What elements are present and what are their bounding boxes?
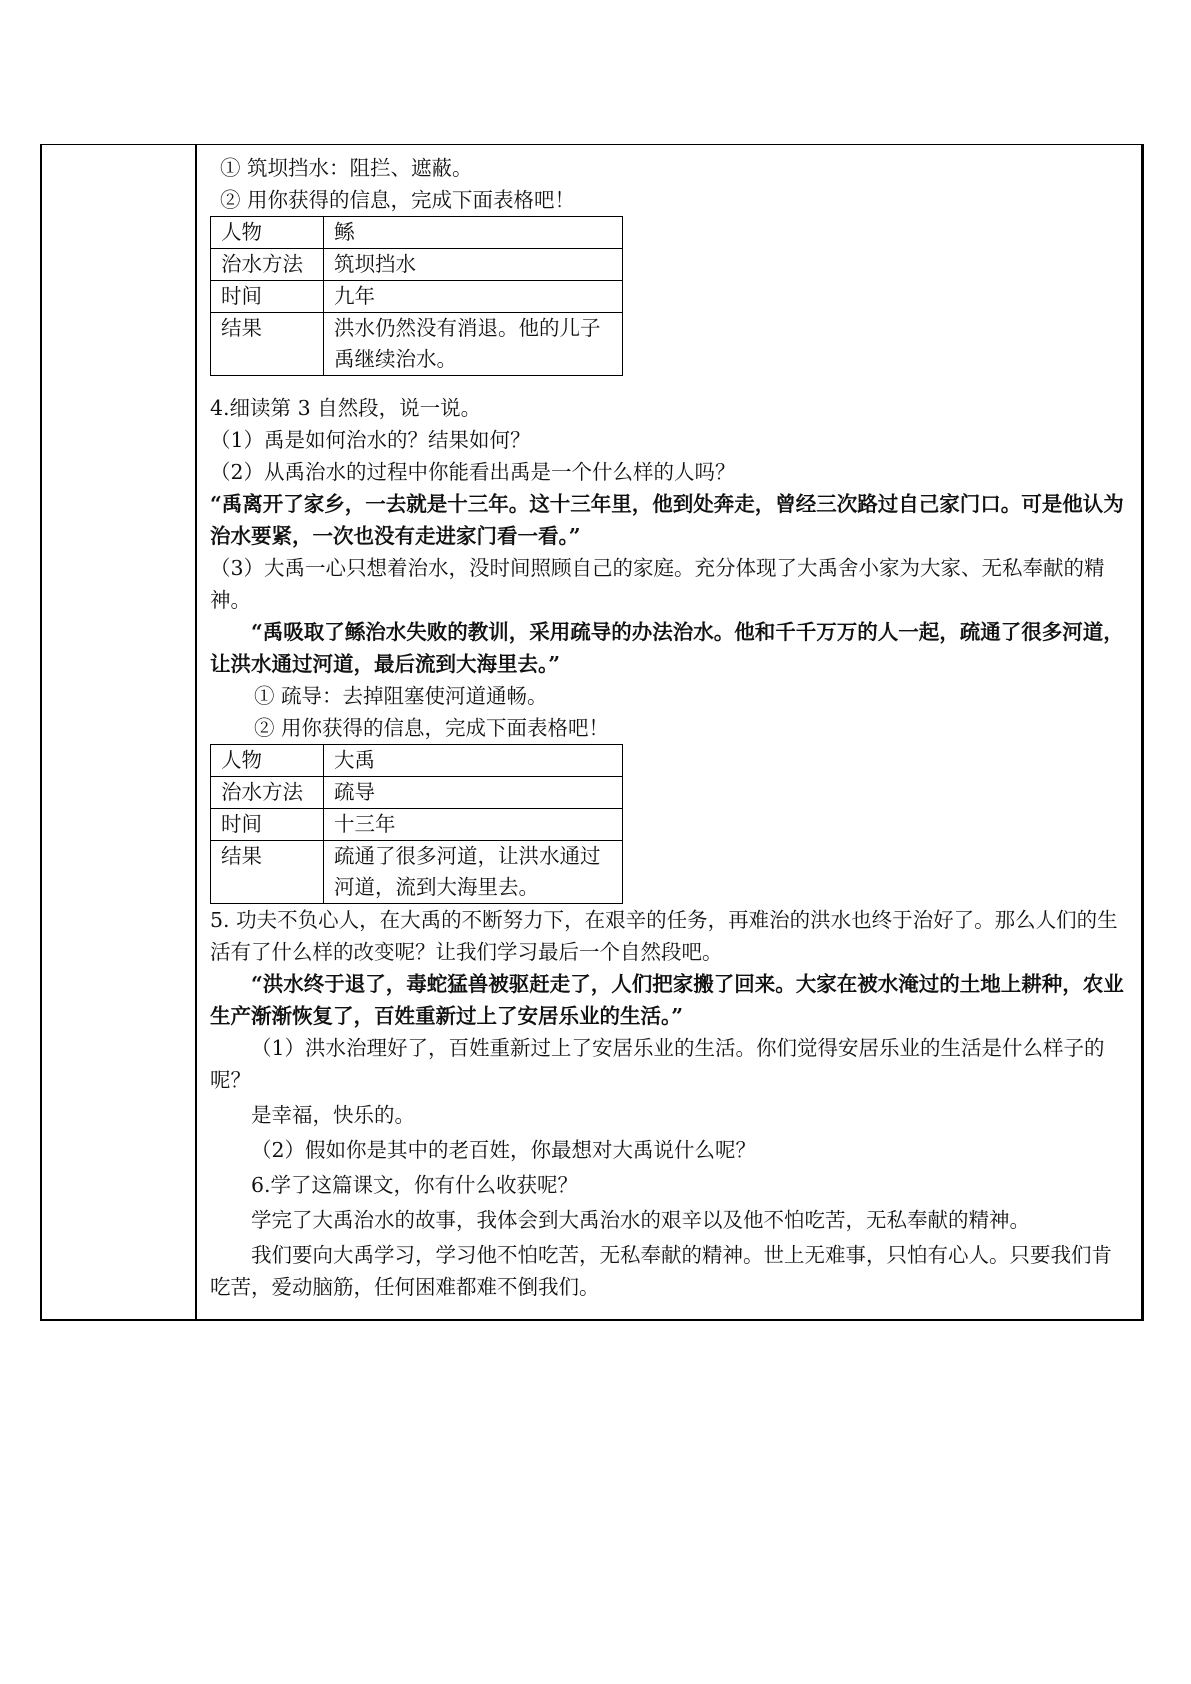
question-2: （2）假如你是其中的老百姓，你最想对大禹说什么呢？ [251, 1138, 757, 1162]
table-value: 鲧 [324, 217, 623, 249]
lesson-plan-table [40, 144, 1144, 1321]
quote-paragraph: “禹离开了家乡，一去就是十三年。这十三年里，他到处奔走，曾经三次路过自己家门口。可是他认为治水要紧，一次也没有走进家门看一看。” [210, 492, 1124, 548]
section-6-heading: 6.学了这篇课文，你有什么收获呢？ [251, 1173, 579, 1197]
table-row [211, 745, 623, 777]
table-instruction: ② 用你获得的信息，完成下面表格吧！ [220, 188, 576, 212]
table-key: 人物 [211, 217, 324, 249]
answer-3: （3）大禹一心只想着治水，没时间照顾自己的家庭。充分体现了大禹舍小家为大家、无私奉献的精神。 [210, 556, 1105, 612]
yu-info-table [210, 744, 623, 904]
table-value: 大禹 [324, 745, 623, 777]
table-row [211, 249, 623, 281]
takeaway-2: 我们要向大禹学习，学习他不怕吃苦，无私奉献的精神。世上无难事，只怕有心人。只要我们肯吃苦，爱动脑筋，任何困难都难不倒我们。 [210, 1243, 1112, 1299]
table-key: 时间 [211, 809, 324, 841]
section-4-heading: 4.细读第 3 自然段，说一说。 [210, 396, 482, 420]
table-key: 治水方法 [211, 249, 324, 281]
question-1: （1）禹是如何治水的？结果如何？ [210, 428, 531, 452]
table-key: 时间 [211, 281, 324, 313]
table-value: 九年 [324, 281, 623, 313]
table-row [211, 809, 623, 841]
table-row [211, 313, 623, 376]
note-dam: ① 筑坝挡水：阻拦、遮蔽。 [220, 156, 473, 180]
table-value: 十三年 [324, 809, 623, 841]
table-value: 洪水仍然没有消退。他的儿子禹继续治水。 [324, 313, 623, 376]
takeaway-1: 学完了大禹治水的故事，我体会到大禹治水的艰辛以及他不怕吃苦，无私奉献的精神。 [251, 1208, 1030, 1232]
table-row [211, 217, 623, 249]
content-cell [210, 152, 1132, 1303]
quote-paragraph: “禹吸取了鲧治水失败的教训，采用疏导的办法治水。他和千千万万的人一起，疏通了很多河道，让洪水通过河道，最后流到大海里去。” [210, 620, 1124, 676]
table-row [211, 281, 623, 313]
table-row [211, 777, 623, 809]
table-value: 疏通了很多河道，让洪水通过河道，流到大海里去。 [324, 841, 623, 904]
section-5-intro: 5. 功夫不负心人，在大禹的不断努力下，在艰辛的任务，再难治的洪水也终于治好了。那么人们的生活有了什么样的改变呢？让我们学习最后一个自然段吧。 [210, 908, 1118, 964]
table-value: 筑坝挡水 [324, 249, 623, 281]
table-row [211, 841, 623, 904]
note-dredge: ① 疏导：去掉阻塞使河道通畅。 [254, 684, 548, 708]
gun-info-table [210, 216, 623, 376]
table-key: 结果 [211, 313, 324, 376]
table-instruction: ② 用你获得的信息，完成下面表格吧！ [254, 716, 610, 740]
question-2: （2）从禹治水的过程中你能看出禹是一个什么样的人吗？ [210, 460, 736, 484]
table-key: 治水方法 [211, 777, 324, 809]
quote-paragraph: “洪水终于退了，毒蛇猛兽被驱赶走了，人们把家搬了回来。大家在被水淹过的土地上耕种，农业生产渐渐恢复了，百姓重新过上了安居乐业的生活。” [210, 972, 1124, 1028]
table-key: 人物 [211, 745, 324, 777]
left-column-cell [42, 145, 197, 1319]
table-value: 疏导 [324, 777, 623, 809]
table-key: 结果 [211, 841, 324, 904]
answer-1: 是幸福，快乐的。 [251, 1103, 415, 1127]
question-1: （1）洪水治理好了，百姓重新过上了安居乐业的生活。你们觉得安居乐业的生活是什么样子的呢？ [210, 1036, 1105, 1092]
